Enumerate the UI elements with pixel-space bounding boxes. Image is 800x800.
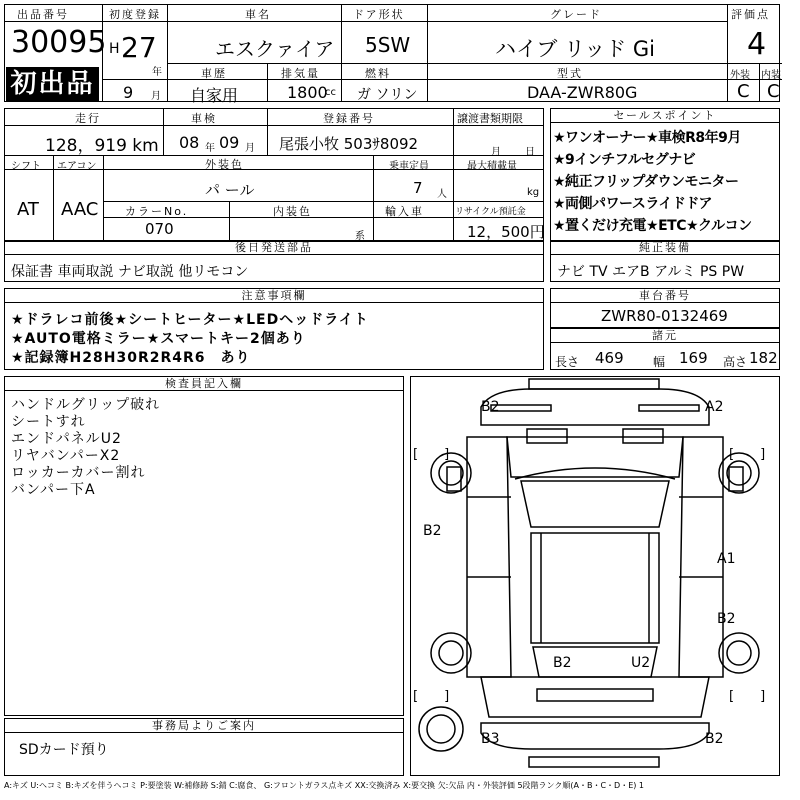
ext-grade-label: 外装 <box>730 70 750 81</box>
office-block <box>4 718 404 776</box>
displacement-unit: cc <box>325 87 336 98</box>
interior-color-unit: 系 <box>355 231 365 242</box>
plate-label: 登録番号 <box>323 112 375 125</box>
caution-block <box>4 288 544 370</box>
sales-points-list <box>553 127 752 237</box>
damage-mark-front-right: A2 <box>705 399 724 415</box>
max-load-unit: kg <box>527 187 540 198</box>
caution-label: 注意事項欄 <box>5 289 543 303</box>
inspector-line: バンパー下A <box>11 482 96 498</box>
width-label: 幅 <box>653 355 666 369</box>
inspection-month: 09 <box>219 133 240 152</box>
bracket-right-bottom: [ ] <box>729 689 766 704</box>
model: DAA-ZWR80G <box>527 83 638 102</box>
damage-mark-rear-left-inner: B2 <box>553 655 572 671</box>
car-name-label: 車名 <box>245 8 271 21</box>
plate: 尾張小牧 503ｻ8092 <box>279 135 419 153</box>
color-no-label: カラーNo. <box>125 205 189 218</box>
damage-mark-right-door: A1 <box>717 551 736 567</box>
header-block <box>4 4 781 105</box>
ac-label: エアコン <box>57 161 97 172</box>
mileage: 128，919 km <box>45 136 159 156</box>
color-no: 070 <box>145 220 174 238</box>
color-label: 外装色 <box>205 158 244 171</box>
first-reg-label: 初度登録 <box>109 8 161 21</box>
fuel: ガ ソリン <box>357 87 418 103</box>
ext-grade: C <box>737 81 750 102</box>
chassis-block <box>550 288 780 328</box>
height-label: 高さ <box>723 355 748 369</box>
height: 182 <box>749 349 778 367</box>
grade-label: グレード <box>550 8 602 21</box>
inspector-label: 検査員記入欄 <box>5 377 403 391</box>
shift-label: シフト <box>11 161 41 172</box>
sales-point-line: ★純正フリップダウンモニター <box>553 174 739 190</box>
history-label: 車歴 <box>201 67 227 80</box>
inspector-line: ロッカーカバー割れ <box>11 465 146 481</box>
lot-label: 出品番号 <box>17 8 69 21</box>
grade: ハイブ リッド Gi <box>495 37 655 61</box>
genuine-equipment-block <box>550 240 780 282</box>
damage-mark-right-rear: B2 <box>717 611 736 627</box>
genuine-equipment-label: 純正装備 <box>551 241 779 255</box>
first-reg-year-unit: 年 <box>152 67 162 78</box>
interior-color-label: 内装色 <box>273 205 312 218</box>
car-name: エスクァイア <box>215 37 335 61</box>
displacement-label: 排気量 <box>281 67 320 80</box>
inspection-month-unit: 月 <box>245 143 255 154</box>
history: 自家用 <box>190 86 239 105</box>
first-reg-month-unit: 月 <box>151 91 161 102</box>
int-grade-label: 内装 <box>761 70 781 81</box>
inspector-line: エンドパネルU2 <box>11 431 122 447</box>
first-reg-month: 9 <box>123 83 134 102</box>
car-diagram-block <box>410 376 780 776</box>
inspection-label: 車検 <box>191 112 217 125</box>
transfer-month: 月 <box>491 147 501 158</box>
dimensions-block <box>550 328 780 370</box>
lot-number: 30095 <box>11 25 107 60</box>
recycle: 12，500円 <box>467 223 545 241</box>
model-label: 型式 <box>557 67 583 80</box>
door-label: ドア形状 <box>353 8 405 21</box>
score-label: 評価点 <box>731 8 770 21</box>
transfer-day: 日 <box>525 147 535 158</box>
import-label: 輸入車 <box>385 205 424 218</box>
door-type: 5SW <box>365 33 411 57</box>
caution-line: ★ドラレコ前後★シートヒーター★LEDヘッドライト <box>11 312 369 328</box>
inspector-line: ハンドルグリップ破れ <box>11 397 161 413</box>
later-parts-label: 後日発送部品 <box>5 241 543 255</box>
sales-points-block <box>550 108 780 242</box>
displacement: 1800 <box>287 83 328 102</box>
damage-mark-rear-right-inner: U2 <box>631 655 651 671</box>
inspector-line: リヤバンパーX2 <box>11 448 121 464</box>
bracket-right-top: [ ] <box>729 447 766 462</box>
capacity: 7 <box>413 179 423 197</box>
first-listing-badge: 初出品 <box>6 67 99 101</box>
damage-mark-rear-left: B3 <box>481 731 500 747</box>
inspector-block <box>4 376 404 716</box>
sales-point-line: ★置くだけ充電★ETC★クルコン <box>553 218 752 234</box>
inspection-year-unit: 年 <box>205 143 215 154</box>
length: 469 <box>595 349 624 367</box>
score: 4 <box>747 27 767 62</box>
color: パ ール <box>205 181 255 199</box>
bracket-left-top: [ ] <box>413 447 450 462</box>
details-block <box>4 108 544 242</box>
dimensions-label: 諸元 <box>551 329 779 343</box>
damage-mark-front-left: B2 <box>481 399 500 415</box>
length-label: 長さ <box>555 355 580 369</box>
inspection-year: 08 <box>179 133 200 152</box>
legend: A:キズ U:ヘコミ B:キズを伴うヘコミ P:要塗装 W:補修跡 S:錆 C:腐食、 G:フロントガラス点キズ XX:交換済み X:要交換 欠:欠品 内・外装評価 5段階ランク順(A・B・C・D・E) 1 <box>4 781 645 790</box>
ac: AAC <box>61 199 99 220</box>
max-load-label: 最大積載量 <box>467 161 517 172</box>
first-reg-era: H <box>109 41 120 57</box>
capacity-label: 乗車定員 <box>389 161 429 172</box>
transfer-label: 譲渡書類期限 <box>457 112 523 125</box>
damage-mark-rear-right: B2 <box>705 731 724 747</box>
sales-point-line: ★両側パワースライドドア <box>553 196 713 212</box>
mileage-label: 走行 <box>75 112 101 125</box>
sales-point-line: ★ワンオーナー★車検R8年9月 <box>553 130 741 146</box>
sales-point-line: ★9インチフルセグナビ <box>553 152 696 168</box>
office-text: SDカード預り <box>19 742 109 758</box>
bracket-left-bottom: [ ] <box>413 689 450 704</box>
fuel-label: 燃料 <box>365 67 391 80</box>
shift: AT <box>17 199 39 220</box>
car-diagram <box>411 377 779 775</box>
first-reg-year: 27 <box>121 31 157 64</box>
damage-mark-left-side: B2 <box>423 523 442 539</box>
chassis-label: 車台番号 <box>551 289 779 303</box>
caution-line: ★AUTO電格ミラー★スマートキー2個あり <box>11 331 306 347</box>
chassis-number: ZWR80-0132469 <box>601 307 728 325</box>
genuine-equipment-text: ナビ TV エアB アルミ PS PW <box>557 264 745 280</box>
capacity-unit: 人 <box>437 189 447 200</box>
recycle-label: リサイクル預託金 <box>455 207 526 217</box>
int-grade: C <box>767 81 780 102</box>
caution-line: ★記録簿H28H30R2R4R6 あり <box>11 350 251 366</box>
later-parts-block <box>4 240 544 282</box>
width: 169 <box>679 349 708 367</box>
inspector-line: シートすれ <box>11 414 86 430</box>
office-label: 事務局よりご案内 <box>5 719 403 733</box>
sales-points-label: セールスポイント <box>551 109 779 123</box>
later-parts-text: 保証書 車両取説 ナビ取説 他リモコン <box>11 264 249 280</box>
